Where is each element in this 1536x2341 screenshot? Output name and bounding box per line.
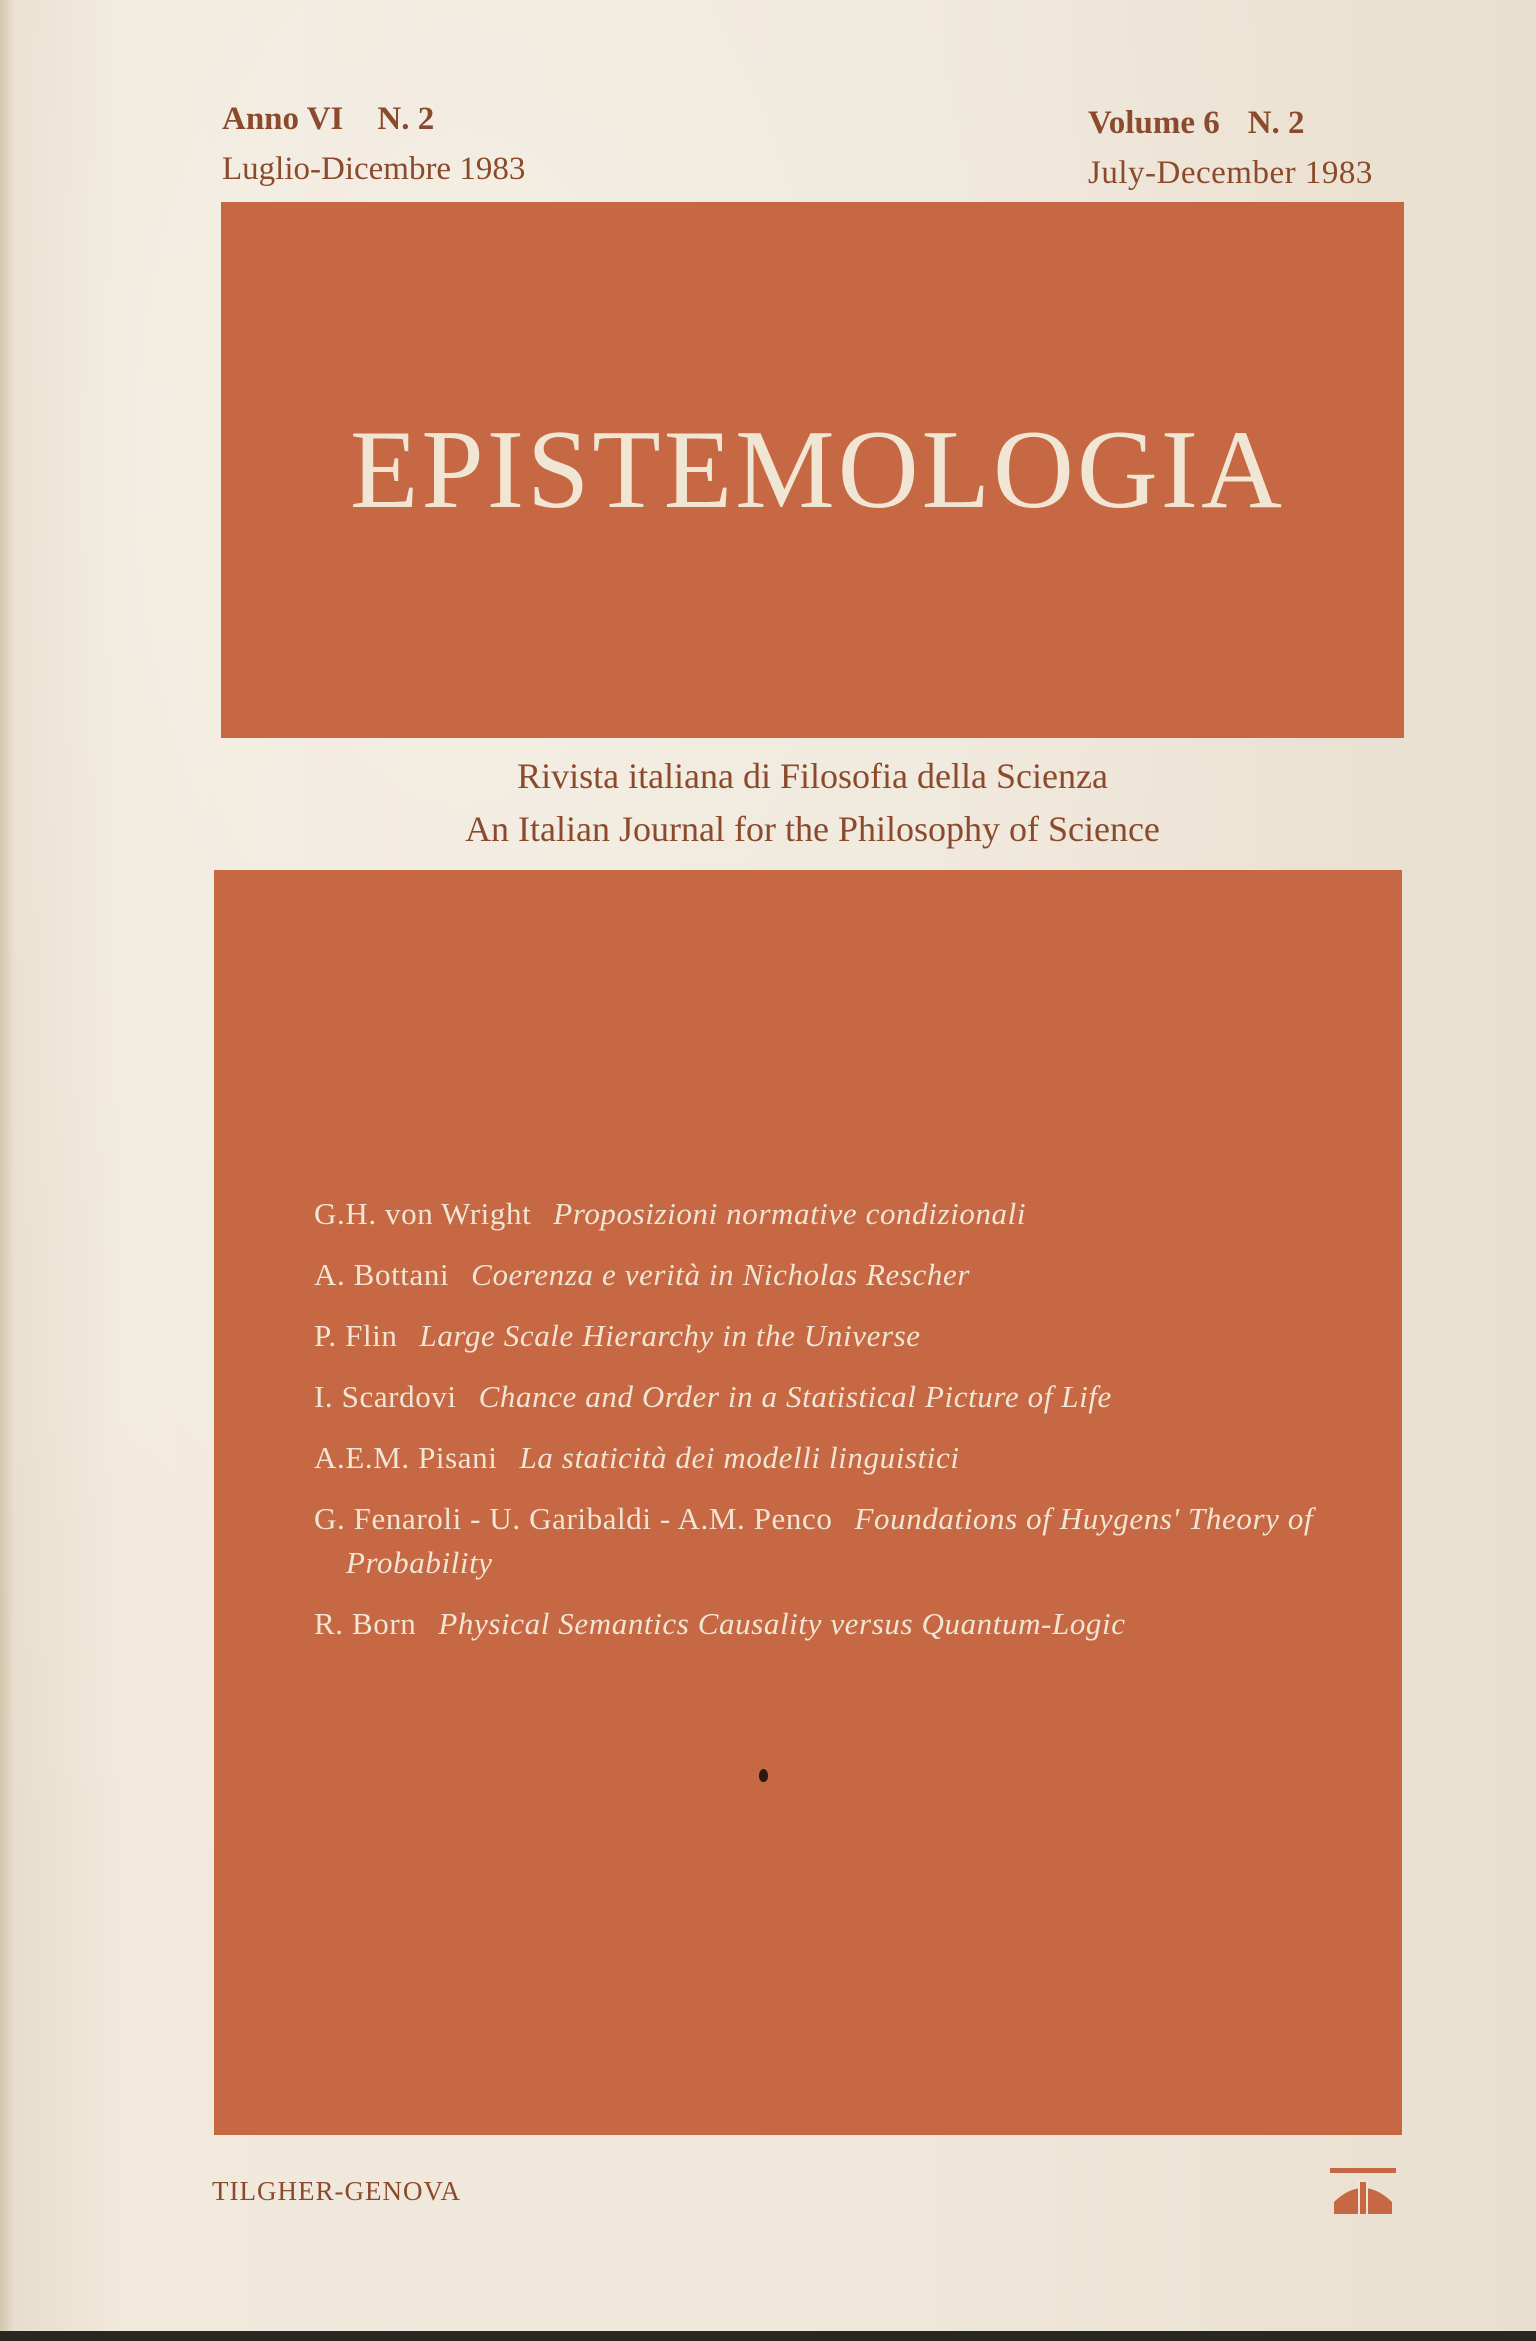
header-number-en: N. 2 [1247,105,1305,141]
article-author: P. Flin [314,1318,398,1353]
ink-spot [759,1769,768,1782]
list-item [314,1375,1354,1419]
article-title: La staticità dei modelli linguistici [519,1440,960,1475]
article-author: G. Fenaroli - U. Garibaldi - A.M. Penco [314,1501,833,1536]
list-item [314,1253,1354,1297]
header-anno: Anno VI [222,101,344,137]
header-period-en: July-December 1983 [1088,155,1373,191]
table-of-contents [314,1192,1354,1663]
subtitle-english: An Italian Journal for the Philosophy of Science [465,809,1160,849]
list-item [314,1314,1354,1358]
list-item [314,1436,1354,1480]
publisher-logo-icon [1330,2168,1396,2216]
list-item [314,1192,1354,1236]
article-author: R. Born [314,1606,417,1641]
article-author: G.H. von Wright [314,1196,532,1231]
article-author: I. Scardovi [314,1379,457,1414]
article-title: Coerenza e verità in Nicholas Rescher [471,1257,971,1292]
article-title: Foundations of Huygens' Theory of Probability [346,1501,1314,1580]
header-number-it: N. 2 [377,101,435,137]
header-english [1088,98,1373,198]
page-bottom-edge [0,2331,1536,2341]
header-period-it: Luglio-Dicembre 1983 [222,151,526,187]
header-volume: Volume 6 [1088,105,1220,141]
article-title: Proposizioni normative condizionali [553,1196,1027,1231]
article-title: Chance and Order in a Statistical Picture of Life [478,1379,1112,1414]
article-author: A. Bottani [314,1257,450,1292]
paper-edge-shadow [0,0,14,2341]
journal-title: EPISTEMOLOGIA [350,408,1285,532]
article-title: Physical Semantics Causality versus Quantum-Logic [438,1606,1126,1641]
list-item [314,1497,1354,1585]
contents-block [214,870,1402,2135]
title-block [221,202,1404,738]
publisher-name: TILGHER-GENOVA [212,2176,461,2206]
list-item [314,1602,1354,1646]
article-author: A.E.M. Pisani [314,1440,498,1475]
subtitle-italian: Rivista italiana di Filosofia della Scienza [517,756,1108,796]
article-title: Large Scale Hierarchy in the Universe [419,1318,921,1353]
header-italian [222,94,525,194]
